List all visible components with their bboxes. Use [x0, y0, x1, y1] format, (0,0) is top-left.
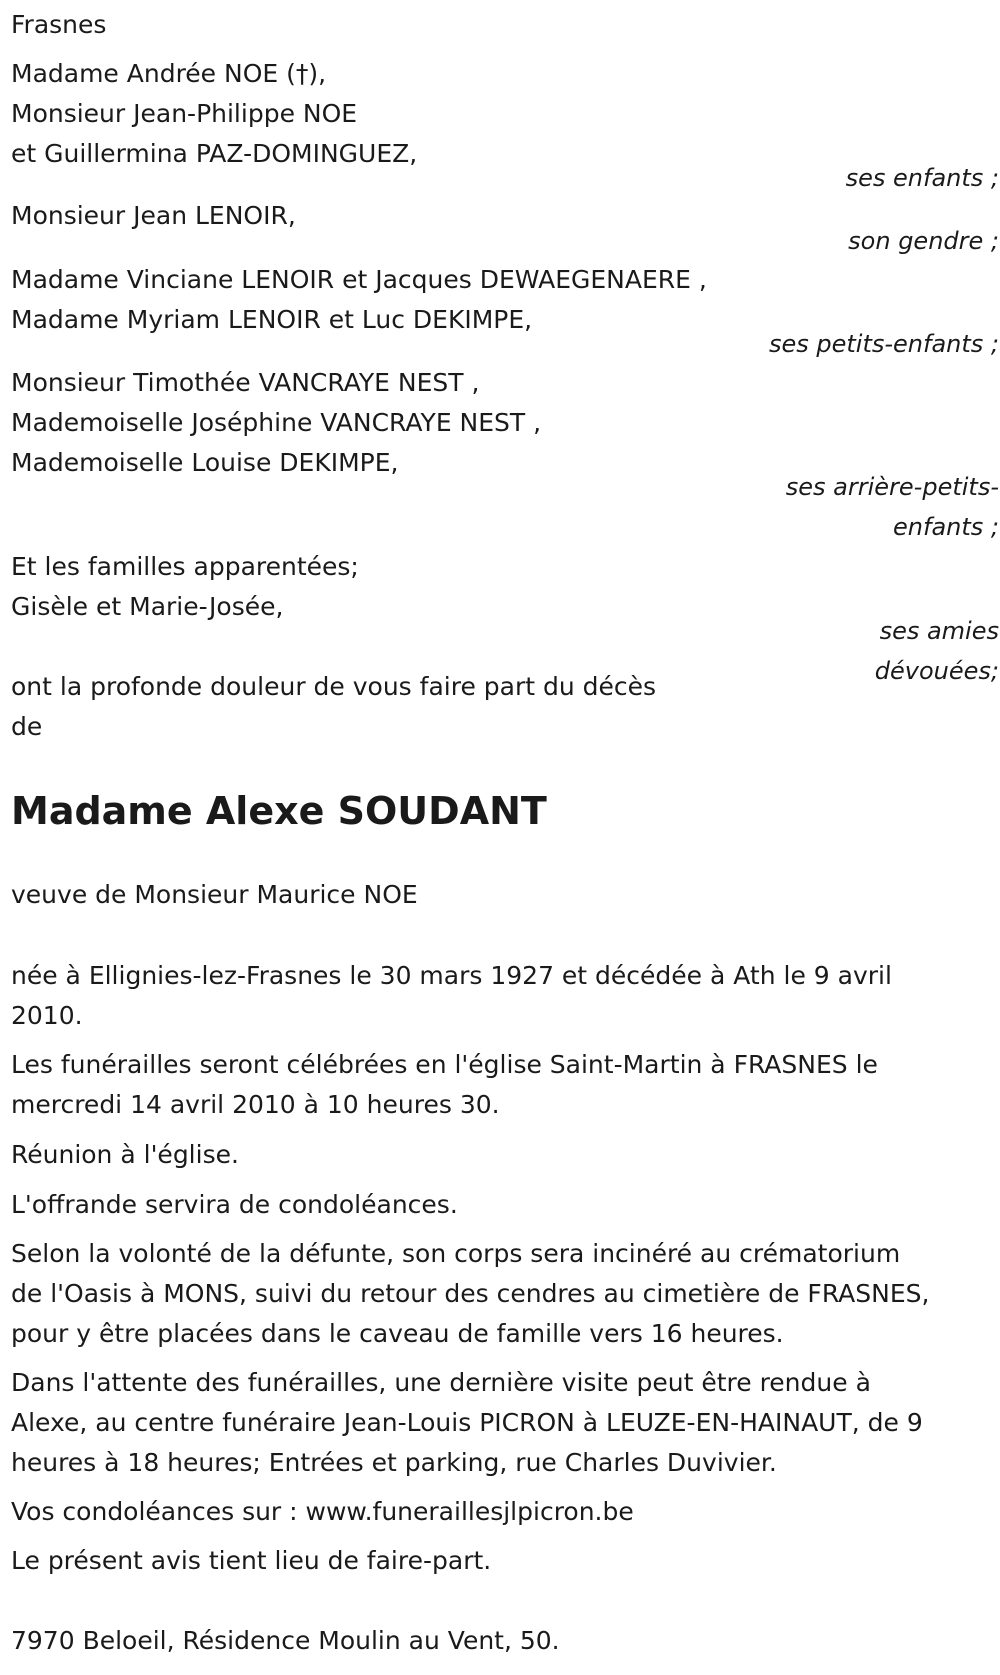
cremation-line: pour y être placées dans le caveau de famille vers 16 heures.: [11, 1319, 784, 1348]
cremation-line: Selon la volonté de la défunte, son corps sera incinéré au crématorium: [11, 1239, 901, 1268]
great-grandchildren-role: enfants ;: [893, 513, 999, 541]
widow-of: veuve de Monsieur Maurice NOE: [11, 880, 418, 909]
great-grandchild-line: Monsieur Timothée VANCRAYE NEST ,: [11, 368, 480, 397]
town: Frasnes: [11, 10, 107, 39]
birth-death-line: née à Ellignies-lez-Frasnes le 30 mars 1927 et décédée à Ath le 9 avril: [11, 961, 892, 990]
visit-line: Alexe, au centre funéraire Jean-Louis PICRON à LEUZE-EN-HAINAUT, de 9: [11, 1408, 923, 1437]
grandchild-line: Madame Vinciane LENOIR et Jacques DEWAEGENAERE ,: [11, 265, 707, 294]
friends-role: dévouées;: [874, 657, 999, 685]
son-in-law-role: son gendre ;: [848, 227, 999, 255]
great-grandchild-line: Mademoiselle Louise DEKIMPE,: [11, 448, 399, 477]
notice-note: Le présent avis tient lieu de faire-part.: [11, 1546, 492, 1575]
address: 7970 Beloeil, Résidence Moulin au Vent, 50.: [11, 1626, 560, 1655]
meeting: Réunion à l'église.: [11, 1140, 239, 1169]
child-line: Madame Andrée NOE (†),: [11, 59, 327, 88]
deceased-name: Madame Alexe SOUDANT: [11, 789, 547, 833]
great-grandchildren-role: ses arrière-petits-: [785, 473, 999, 501]
children-role: ses enfants ;: [845, 164, 999, 192]
cremation-line: de l'Oasis à MONS, suivi du retour des cendres au cimetière de FRASNES,: [11, 1279, 930, 1308]
announcement-line: ont la profonde douleur de vous faire part du décès: [11, 672, 657, 701]
grandchild-line: Madame Myriam LENOIR et Luc DEKIMPE,: [11, 305, 533, 334]
friends: Gisèle et Marie-Josée,: [11, 592, 284, 621]
birth-death-line: 2010.: [11, 1001, 83, 1030]
announcement-line: de: [11, 712, 43, 741]
offering: L'offrande servira de condoléances.: [11, 1190, 458, 1219]
funeral-line: mercredi 14 avril 2010 à 10 heures 30.: [11, 1090, 500, 1119]
condolences-link: Vos condoléances sur : www.funeraillesjlpicron.be: [11, 1497, 634, 1526]
families: Et les familles apparentées;: [11, 552, 359, 581]
son-in-law: Monsieur Jean LENOIR,: [11, 201, 296, 230]
visit-line: heures à 18 heures; Entrées et parking, rue Charles Duvivier.: [11, 1448, 777, 1477]
child-line: Monsieur Jean-Philippe NOE: [11, 99, 358, 128]
visit-line: Dans l'attente des funérailles, une dernière visite peut être rendue à: [11, 1368, 871, 1397]
great-grandchild-line: Mademoiselle Joséphine VANCRAYE NEST ,: [11, 408, 542, 437]
child-line: et Guillermina PAZ-DOMINGUEZ,: [11, 139, 418, 168]
grandchildren-role: ses petits-enfants ;: [768, 330, 999, 358]
funeral-line: Les funérailles seront célébrées en l'église Saint-Martin à FRASNES le: [11, 1050, 878, 1079]
friends-role: ses amies: [879, 617, 999, 645]
